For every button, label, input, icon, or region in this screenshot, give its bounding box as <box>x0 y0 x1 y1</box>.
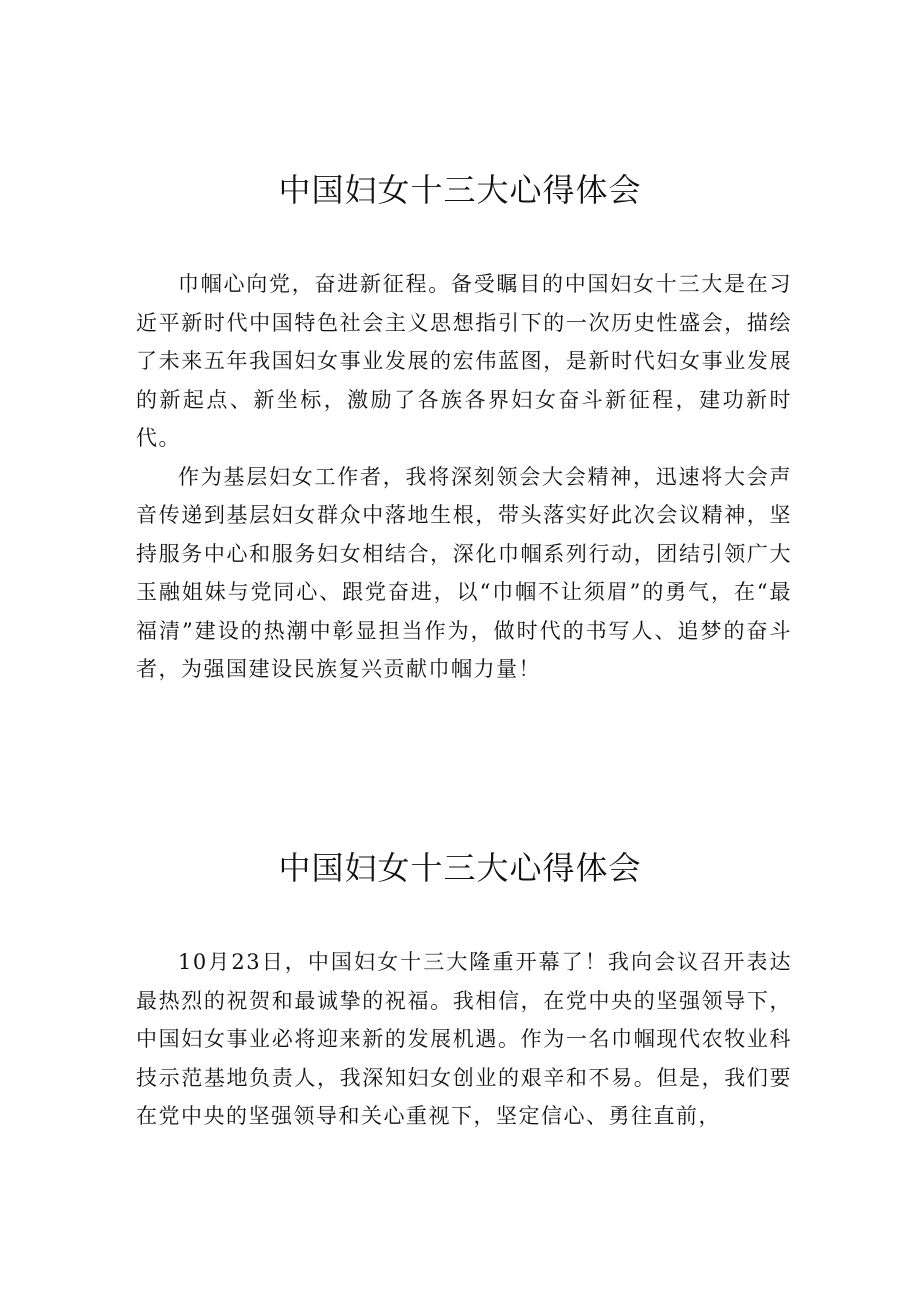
section-title: 中国妇女十三大心得体会 <box>278 849 642 887</box>
paragraph: 巾帼心向党，奋进新征程。备受瞩目的中国妇女十三大是在习近平新时代中国特色社会主义思想指引下的一次历史性盛会，描绘了未来五年我国妇女事业发展的宏伟蓝图，是新时代妇女事业发展的新起点、新坐标，激励了各族各界妇女奋斗新征程，建功新时代。 <box>136 272 792 450</box>
paragraph: 10月23日，中国妇女十三大隆重开幕了！我向会议召开表达最热烈的祝贺和最诚挚的祝福。我相信，在党中央的坚强领导下，中国妇女事业必将迎来新的发展机遇。作为一名巾帼现代农牧业科技示范基地负责人，我深知妇女创业的艰辛和不易。但是，我们要在党中央的坚强领导和关心重视下，坚定信心、勇往直前， <box>136 950 792 1128</box>
section-title: 中国妇女十三大心得体会 <box>278 171 642 209</box>
paragraph: 作为基层妇女工作者，我将深刻领会大会精神，迅速将大会声音传递到基层妇女群众中落地生根，带头落实好此次会议精神，坚持服务中心和服务妇女相结合，深化巾帼系列行动，团结引领广大玉融姐妹与党同心、跟党奋进，以“巾帼不让须眉”的勇气，在“最福清”建设的热潮中彰显担当作为，做时代的书写人、追梦的奋斗者，为强国建设民族复兴贡献巾帼力量！ <box>136 464 792 681</box>
section-body <box>136 943 792 1136</box>
section-body <box>136 265 792 689</box>
